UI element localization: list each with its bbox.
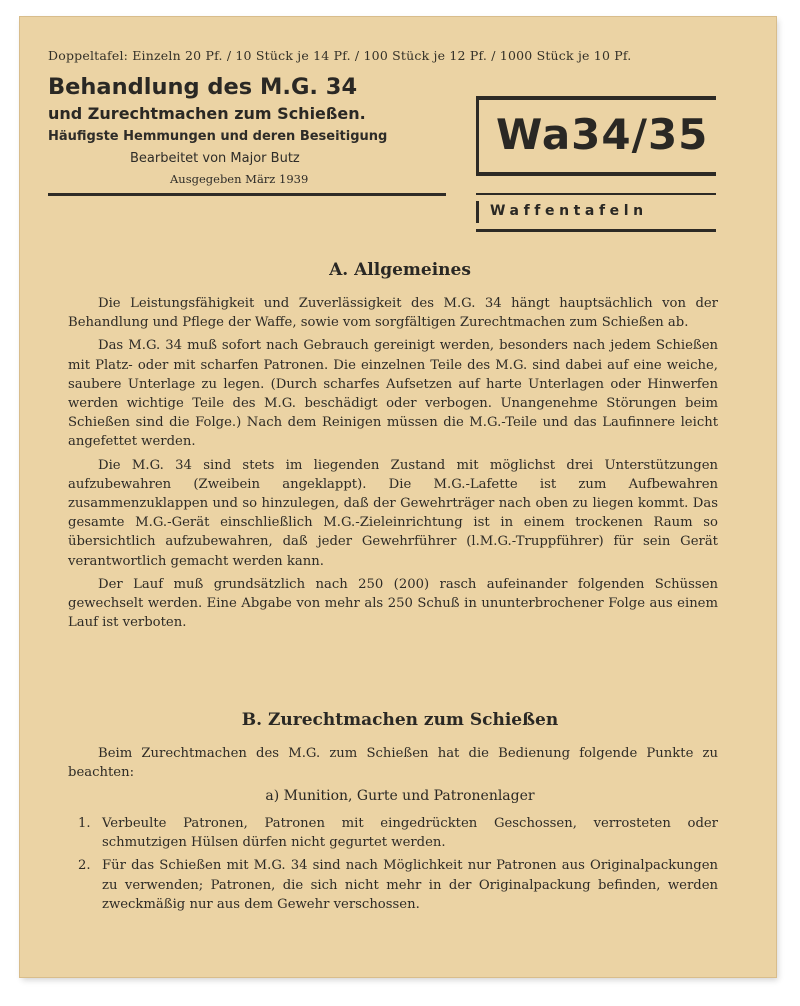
list-text: Für das Schießen mit M.G. 34 sind nach Möglichkeit nur Patronen aus Originalpackungen zu verwenden; Patronen, die sich nicht mehr in der Originalpackung befinden, werden zweckmäßig nur aus dem Gewehr verschossen. bbox=[102, 858, 718, 912]
paragraph: Die Leistungsfähigkeit und Zuverlässigkeit des M.G. 34 hängt hauptsächlich von der Behandlung und Pflege der Waffe, sowie vom sorgfältigen Zurechtmachen zum Schießen ab. bbox=[68, 296, 718, 331]
series-box-bar bbox=[476, 201, 479, 223]
section-b-heading: B. Zurechtmachen zum Schießen bbox=[241, 710, 559, 730]
list-item bbox=[78, 814, 718, 852]
code-box-bar bbox=[476, 100, 479, 172]
list-number: 2. bbox=[78, 858, 91, 874]
document-code-box bbox=[476, 96, 716, 176]
document-subtitle-2: Häufigste Hemmungen und deren Beseitigung bbox=[48, 129, 388, 144]
list-text: Verbeulte Patronen, Patronen mit eingedrückten Geschossen, verrosteten oder schmutzigen Hülsen dürfen nicht gegurtet werden. bbox=[102, 816, 718, 851]
series-label: Waffentafeln bbox=[490, 203, 648, 219]
price-line: Doppeltafel: Einzeln 20 Pf. / 10 Stück je 14 Pf. / 100 Stück je 12 Pf. / 1000 Stück je 10 Pf. bbox=[48, 48, 632, 63]
header-title-block bbox=[48, 72, 446, 196]
document-subtitle: und Zurechtmachen zum Schießen. bbox=[48, 104, 366, 123]
header-rule bbox=[48, 193, 446, 196]
section-a-heading: A. Allgemeines bbox=[329, 260, 471, 280]
series-box bbox=[476, 193, 716, 232]
section-b-intro: Beim Zurechtmachen des M.G. zum Schießen hat die Bedienung folgende Punkte zu beachten: bbox=[68, 746, 718, 781]
list-item bbox=[78, 856, 718, 914]
list-number: 1. bbox=[78, 816, 91, 831]
author-line: Bearbeitet von Major Butz bbox=[130, 151, 300, 166]
paragraph: Die M.G. 34 sind stets im liegenden Zustand mit möglichst drei Unterstützungen aufzubewahren (Zweibein angeklappt). Die M.G.-Lafette ist zum Aufbewahren zusammenzuklappen und so hinzulegen, daß der Gewehrträger nach oben zu liegen kommt. Das gesamte M.G.-Gerät einschließlich M.G.-Zieleinrichtung ist in einem trockenen Raum so übersichtlich aufzubewahren, daß jeder Gewehrführer (l.M.G.-Truppführer) für sein Gerät verantwortlich gemacht werden kann. bbox=[68, 457, 718, 569]
document-code: Wa34/35 bbox=[496, 110, 709, 159]
subsection-heading: a) Munition, Gurte und Patronenlager bbox=[265, 788, 535, 804]
paragraph: Der Lauf muß grundsätzlich nach 250 (200) rasch aufeinander folgenden Schüssen gewechselt werden. Eine Abgabe von mehr als 250 Schuß in ununterbrochener Folge aus einem Lauf ist verboten. bbox=[68, 576, 718, 631]
issued-date: Ausgegeben März 1939 bbox=[170, 172, 309, 186]
section-a-body bbox=[68, 294, 718, 636]
paragraph: Das M.G. 34 muß sofort nach Gebrauch gereinigt werden, besonders nach jedem Schießen mit Platz- oder mit scharfen Patronen. Die einzelnen Teile des M.G. sind dabei auf eine weiche, saubere Unterlage zu legen. (Durch scharfes Aufsetzen auf harte Unterlagen oder Hinwerfen werden wichtige Teile des M.G. beschädigt oder verbogen. Unangenehme Störungen beim Schießen sind die Folge.) Nach dem Reinigen müssen die M.G.-Teile und das Laufinnere leicht angefettet werden. bbox=[68, 338, 718, 450]
document-title: Behandlung des M.G. 34 bbox=[48, 74, 358, 100]
numbered-list bbox=[78, 814, 718, 918]
